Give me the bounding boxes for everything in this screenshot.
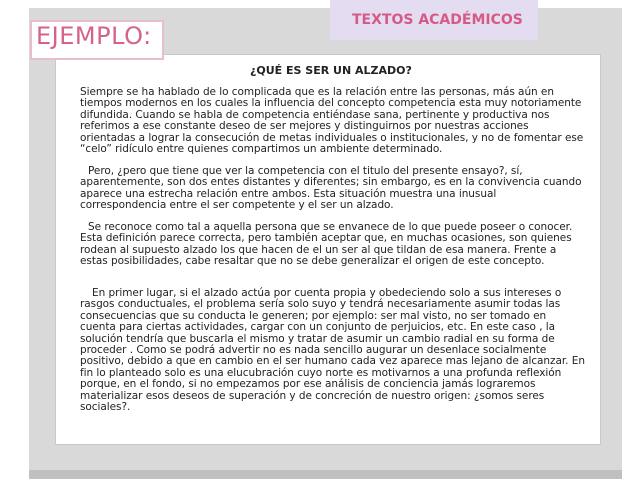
paragraph-2: Pero, ¿pero que tiene que ver la competencia con el titulo del presente ensayo?, sí, aparentemente, son dos entes distantes y diferentes; sin embargo, es en la convivencia cuando aparece una estrecha relación entre ambos. Esta situación muestra una inusual correspondencia entre el ser competente y el ser un alzado.: [80, 165, 582, 212]
document-title: ¿QUÉ ES SER UN ALZADO?: [250, 64, 412, 77]
header-tag-text: TEXTOS ACADÉMICOS: [352, 12, 523, 28]
slide-label: EJEMPLO:: [36, 22, 152, 50]
paragraph-4: En primer lugar, si el alzado actúa por cuenta propia y obedeciendo solo a sus intereses o rasgos conductuales, el problema sería solo suyo y tendrá necesariamente asumir todas las consecuencias que su conducta le generen; por ejemplo: ser mal visto, no ser tomado en cuenta para ciertas actividades, cargar con un conjunto de perjuicios, etc. En este caso , la solución tendría que buscarla el mismo y tratar de asumir un cambio radial en su forma de proceder . Como se podrá advertir no es nada sencillo augurar un desenlace socialmente positivo, debido a que en cambio en el ser humano cada vez aparece mas lejano de alcanzar. En fin lo planteado solo es una elucubración cuyo norte es motivarnos a una profunda reflexión porque, en el fondo, si no empezamos por ese análisis de conciencia jamás lograremos materializar esos deseos de superación y de concreción de nuestro origen: ¿somos seres sociales?.: [80, 287, 585, 414]
paragraph-3: Se reconoce como tal a aquella persona que se envanece de lo que puede poseer o conocer. Esta definición parece correcta, pero también aceptar que, en muchas ocasiones, son quienes rodean al supuesto alzado los que hacen de el un ser al que tildan de esa manera. Frente a estas posibilidades, cabe resaltar que no se debe generalizar el origen de este concepto.: [80, 221, 573, 268]
paragraph-1: Siempre se ha hablado de lo complicada que es la relación entre las personas, más aún en tiempos modernos en los cuales la influencia del concepto competencia esta muy notoriamente difundida. Cuando se habla de competencia entiéndase sana, pertinente y productiva nos referimos a ese constante deseo de ser mejores y distinguirnos por nuestras acciones orientadas a lograr la consecución de metas individuales o institucionales, y no de fomentar ese “celo” ridículo entre quienes compartimos un ambiente determinado.: [80, 86, 584, 156]
bottom-strip: [29, 470, 622, 479]
